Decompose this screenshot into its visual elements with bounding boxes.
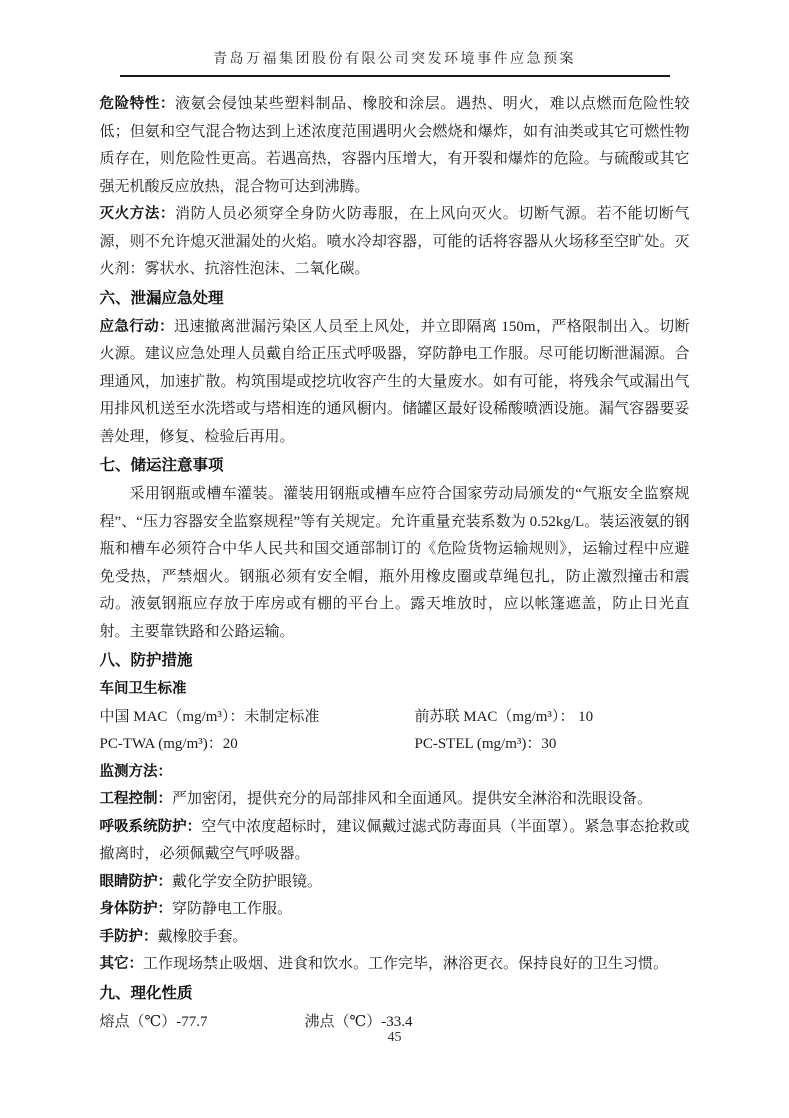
hazard-text: 液氨会侵蚀某些塑料制品、橡胶和涂层。遇热、明火，难以点燃而危险性较低；但氨和空气混合物达到上述浓度范围遇明火会燃烧和爆炸，如有油类或其它可燃性物质存在，则危险性更高。若遇高热，容器内压增大，有开裂和爆炸的危险。与硫酸或其它强无机酸反应放热，混合物可达到沸腾。 bbox=[99, 96, 690, 195]
hand-protection-paragraph bbox=[100, 924, 690, 952]
section-heading-physical-chemical: 九、理化性质 bbox=[99, 984, 193, 1002]
engineering-control-text: 严加密闭，提供充分的局部排风和全面通风。提供安全淋浴和洗眼设备。 bbox=[172, 791, 653, 807]
body-protection-paragraph bbox=[100, 896, 690, 924]
pc-twa-value: PC-TWA (mg/m³)：20 bbox=[99, 736, 238, 752]
fire-fighting-label: 灭火方法： bbox=[99, 206, 176, 222]
respiratory-protection-text: 空气中浓度超标时，建议佩戴过滤式防毒面具（半面罩）。紧急事态抢救或撤离时，必须佩戴空气呼吸器。 bbox=[99, 818, 690, 862]
fire-fighting-paragraph bbox=[100, 201, 690, 284]
other-protection-text: 工作现场禁止吸烟、进食和饮水。工作完毕，淋浴更衣。保持良好的卫生习惯。 bbox=[143, 956, 669, 972]
monitoring-method-heading: 监测方法： bbox=[99, 763, 172, 780]
workshop-hygiene-heading: 车间卫生标准 bbox=[99, 681, 187, 697]
hazard-paragraph bbox=[100, 91, 690, 201]
other-protection-paragraph bbox=[100, 951, 690, 979]
page-title: 青岛万福集团股份有限公司突发环境事件应急预案 bbox=[213, 52, 576, 67]
emergency-action-label: 应急行动： bbox=[99, 318, 174, 335]
mac-standards-row bbox=[100, 704, 690, 732]
section-heading-leak-response: 六、泄漏应急处理 bbox=[99, 289, 224, 307]
respiratory-protection-paragraph bbox=[100, 814, 690, 869]
hand-protection-label: 手防护： bbox=[99, 928, 158, 945]
storage-transport-paragraph: 采用钢瓶或槽车灌装。灌装用钢瓶或槽车应符合国家劳动局颁发的“气瓶安全监察规程”、“压力容器安全监察规程”等有关规定。允许重量充装系数为 0.52kg/L。装运液氨的钢瓶和槽车必须符合中华人民共和国交通部制订的《危险货物运输规则》，运输过程中应避免受热，严禁烟火。钢瓶必须有安全帽，瓶外用橡皮圈或草绳包扎，防止激烈撞击和震动。液氨钢瓶应存放于库房或有棚的平台上。露天堆放时，应以帐篷遮盖，防止日光直射。主要靠铁路和公路运输。 bbox=[99, 486, 690, 640]
boiling-point-value: 沸点（℃）-33.4 bbox=[304, 1013, 413, 1030]
emergency-action-paragraph bbox=[100, 314, 690, 452]
document-body bbox=[100, 91, 690, 1036]
section-heading-storage-transport: 七、储运注意事项 bbox=[99, 457, 224, 474]
melting-point-value: 熔点（℃）-77.7 bbox=[99, 1013, 208, 1030]
other-protection-label: 其它： bbox=[99, 956, 143, 972]
fire-fighting-text: 消防人员必须穿全身防火防毒服，在上风向灭火。切断气源。若不能切断气源，则不允许熄灭泄漏处的火焰。喷水冷却容器，可能的话将容器从火场移至空旷处。灭火剂：雾状水、抗溶性泡沫、二氧化碳。 bbox=[99, 206, 690, 277]
eye-protection-label: 眼睛防护： bbox=[99, 873, 172, 890]
emergency-action-text: 迅速撤离泄漏污染区人员至上风处，并立即隔离 150m，严格限制出入。切断火源。建议应急处理人员戴自给正压式呼吸器，穿防静电工作服。尽可能切断泄漏源。合理通风，加速扩散。构筑围堤或挖坑收容产生的大量废水。如有可能，将残余气或漏出气用排风机送至水洗塔或与塔相连的通风橱内。储罐区最好设稀酸喷洒设施。漏气容器要妥善处理，修复、检验后再用。 bbox=[99, 318, 690, 445]
pc-stel-value: PC-STEL (mg/m³)：30 bbox=[414, 736, 557, 752]
engineering-control-label: 工程控制： bbox=[99, 791, 172, 807]
body-protection-text: 穿防静电工作服。 bbox=[172, 901, 293, 917]
pc-limits-row bbox=[100, 731, 690, 759]
eye-protection-text: 戴化学安全防护眼镜。 bbox=[172, 873, 323, 890]
eye-protection-paragraph bbox=[100, 869, 690, 897]
engineering-control-paragraph bbox=[100, 786, 690, 814]
china-mac-value: 中国 MAC（mg/m³）：未制定标准 bbox=[99, 708, 320, 725]
body-protection-label: 身体防护： bbox=[99, 901, 172, 917]
hazard-label: 危险特性： bbox=[99, 96, 176, 112]
header-divider bbox=[120, 75, 670, 77]
page-footer bbox=[0, 1030, 789, 1046]
section-heading-protective-measures: 八、防护措施 bbox=[99, 652, 193, 669]
ussr-mac-value: 前苏联 MAC（mg/m³）： 10 bbox=[414, 708, 594, 725]
hand-protection-text: 戴橡胶手套。 bbox=[157, 928, 248, 945]
respiratory-protection-label: 呼吸系统防护： bbox=[99, 818, 202, 835]
page-header bbox=[0, 0, 789, 77]
page-number: 45 bbox=[387, 1030, 402, 1045]
